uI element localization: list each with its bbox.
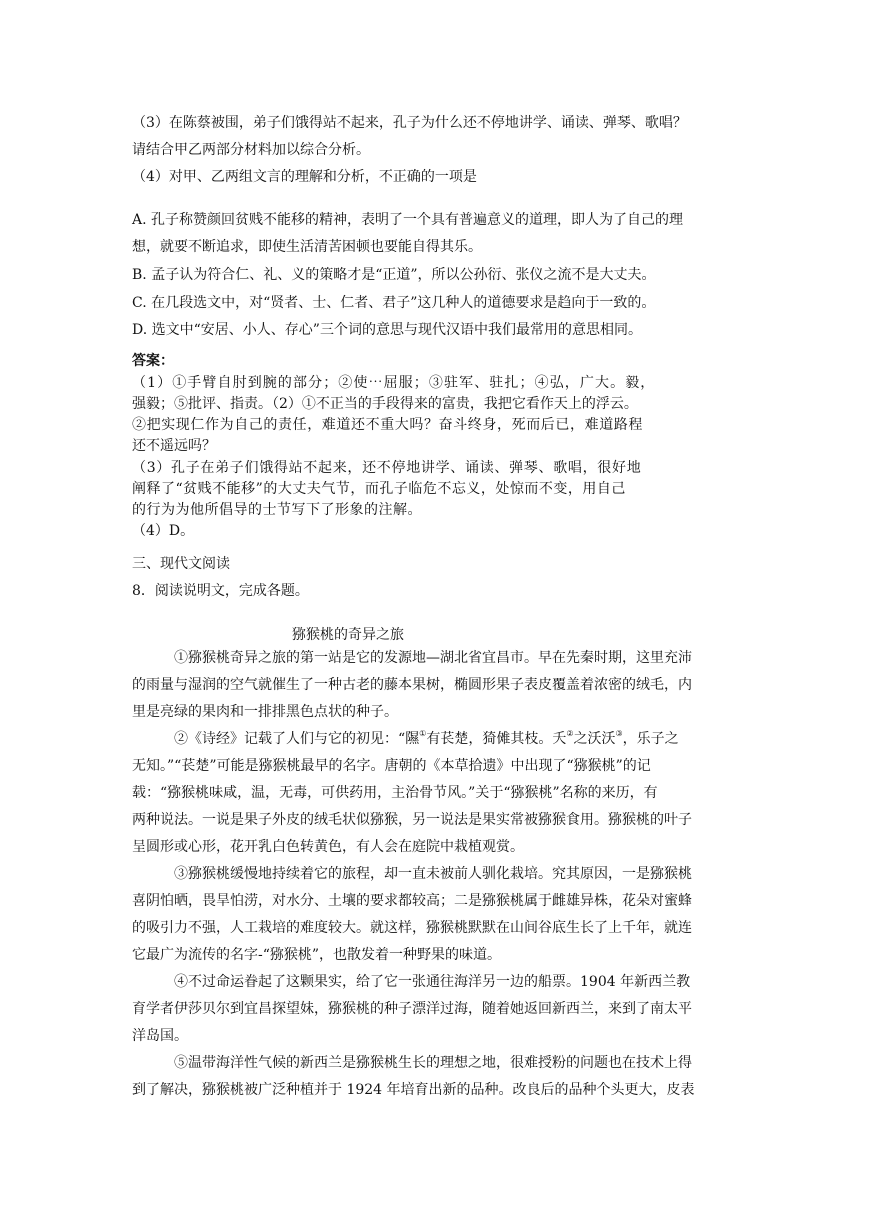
question-4: （4）对甲、乙两组文言的理解和分析，不正确的一项是 bbox=[132, 169, 477, 185]
paragraph-4-line-2: 育学者伊莎贝尔到宜昌探望妹，猕猴桃的种子漂洋过海，随着她返回新西兰，来到了南太平 bbox=[132, 1001, 692, 1017]
option-c: C. 在几段选文中，对“贤者、士、仁者、君子”这几种人的道德要求是趋向于一致的。 bbox=[132, 295, 656, 311]
paragraph-1-line-2: 的雨量与湿润的空气就催生了一种古老的藤本果树，椭圆形果子表皮覆盖着浓密的绒毛，内 bbox=[132, 677, 692, 693]
paragraph-3-line-4: 它最广为流传的名字-“猕猴桃”，也散发着一种野果的味道。 bbox=[132, 947, 502, 963]
paragraph-2-line-4: 两种说法。一说是果子外皮的绒毛状似猕猴，另一说法是果实常被猕猴食用。猕猴桃的叶子 bbox=[132, 812, 692, 828]
paragraph-2-text-c: 之沃沃 bbox=[573, 731, 616, 747]
paragraph-2-line-3: 载：“猕猴桃味咸，温，无毒，可供药用，主治骨节风。”关于“猕猴桃”名称的来历，有 bbox=[132, 785, 658, 801]
answer-heading: 答案： bbox=[132, 353, 174, 369]
paragraph-2-line-5: 呈圆形或心形，花开乳白色转黄色，有人会在庭院中栽植观赏。 bbox=[132, 839, 524, 855]
answer-1-line-2: 强毅；⑤批评、指责。（2）①不正当的手段得来的富贵，我把它看作天上的浮云。 bbox=[132, 396, 638, 412]
option-a-line-1: A. 孔子称赞颜回贫贱不能移的精神，表明了一个具有普遍意义的道理，即人为了自己的理 bbox=[132, 212, 684, 228]
answer-3-line-2: 阐释了“贫贱不能移”的大丈夫气节，而孔子临危不忘义，处惊而不变，用自己 bbox=[132, 481, 626, 497]
question-3-line-2: 请结合甲乙两部分材料加以综合分析。 bbox=[132, 142, 370, 158]
paragraph-3-line-2: 喜阴怕晒，畏旱怕涝，对水分、土壤的要求都较高；二是猕猴桃属于雌雄异株，花朵对蜜蜂 bbox=[132, 893, 692, 909]
section-heading: 三、现代文阅读 bbox=[132, 556, 230, 572]
article-title: 猕猴桃的奇异之旅 bbox=[292, 627, 404, 643]
paragraph-3-line-1: ③猕猴桃缓慢地持续着它的旅程，却一直未被前人驯化栽培。究其原因，一是猕猴桃 bbox=[174, 866, 692, 882]
answer-1-line-3: ②把实现仁作为自己的责任，难道还不重大吗？奋斗终身，死而后已，难道路程 bbox=[132, 417, 643, 433]
paragraph-2-text-b: 有苌楚，猗傩其枝。夭 bbox=[426, 731, 567, 747]
paragraph-4-line-1: ④不过命运眷起了这颗果实，给了它一张通往海洋另一边的船票。1904 年新西兰教 bbox=[174, 974, 691, 990]
footnote-marker-1: ① bbox=[419, 729, 427, 738]
answer-1-line-1: （1）①手臂自肘到腕的部分；②使⋯屈服；③驻军、驻扎；④弘，广大。毅， bbox=[132, 375, 656, 391]
paragraph-4-line-3: 洋岛国。 bbox=[132, 1028, 188, 1044]
answer-3-line-3: 的行为为他所倡导的士节写下了形象的注解。 bbox=[132, 502, 422, 518]
option-a-line-2: 想，就要不断追求，即使生活清苦困顿也要能自得其乐。 bbox=[132, 239, 482, 255]
answer-4: （4）D。 bbox=[132, 523, 195, 539]
paragraph-1-line-1: ①猕猴桃奇异之旅的第一站是它的发源地—湖北省宜昌市。早在先秦时期，这里充沛 bbox=[174, 650, 692, 666]
answer-1-line-4: 还不遥远吗？ bbox=[132, 438, 216, 454]
answer-3-line-1: （3）孔子在弟子们饿得站不起来，还不停地讲学、诵读、弹琴、歌唱，很好地 bbox=[132, 460, 642, 476]
question-8: 8．阅读说明文，完成各题。 bbox=[132, 583, 309, 599]
footnote-marker-3: ③ bbox=[615, 729, 623, 738]
paragraph-2-line-1 bbox=[174, 729, 740, 747]
paragraph-5-line-2: 到了解决，猕猴桃被广泛种植并于 1924 年培育出新的品种。改良后的品种个头更大，皮表 bbox=[132, 1082, 695, 1098]
footnote-marker-2: ② bbox=[566, 729, 574, 738]
question-3-line-1: （3）在陈蔡被围，弟子们饿得站不起来，孔子为什么还不停地讲学、诵读、弹琴、歌唱？ bbox=[132, 115, 687, 131]
paragraph-2-text-a: ②《诗经》记载了人们与它的初见：“隰 bbox=[174, 731, 420, 747]
paragraph-5-line-1: ⑤温带海洋性气候的新西兰是猕猴桃生长的理想之地，很难授粉的问题也在技术上得 bbox=[174, 1055, 692, 1071]
paragraph-2-line-2: 无知。”“苌楚”可能是猕猴桃最早的名字。唐朝的《本草拾遗》中出现了“猕猴桃”的记 bbox=[132, 758, 651, 774]
paragraph-2-text-d: ，乐子之 bbox=[622, 731, 679, 747]
option-b: B. 孟子认为符合仁、礼、义的策略才是“正道”，所以公孙衍、张仪之流不是大丈夫。 bbox=[132, 267, 656, 283]
paragraph-3-line-3: 的吸引力不强，人工栽培的难度较大。就这样，猕猴桃默默在山间谷底生长了上千年，就连 bbox=[132, 920, 692, 936]
paragraph-1-line-3: 里是亮绿的果肉和一排排黑色点状的种子。 bbox=[132, 704, 398, 720]
option-d: D. 选文中“安居、小人、存心”三个词的意思与现代汉语中我们最常用的意思相同。 bbox=[132, 322, 642, 338]
